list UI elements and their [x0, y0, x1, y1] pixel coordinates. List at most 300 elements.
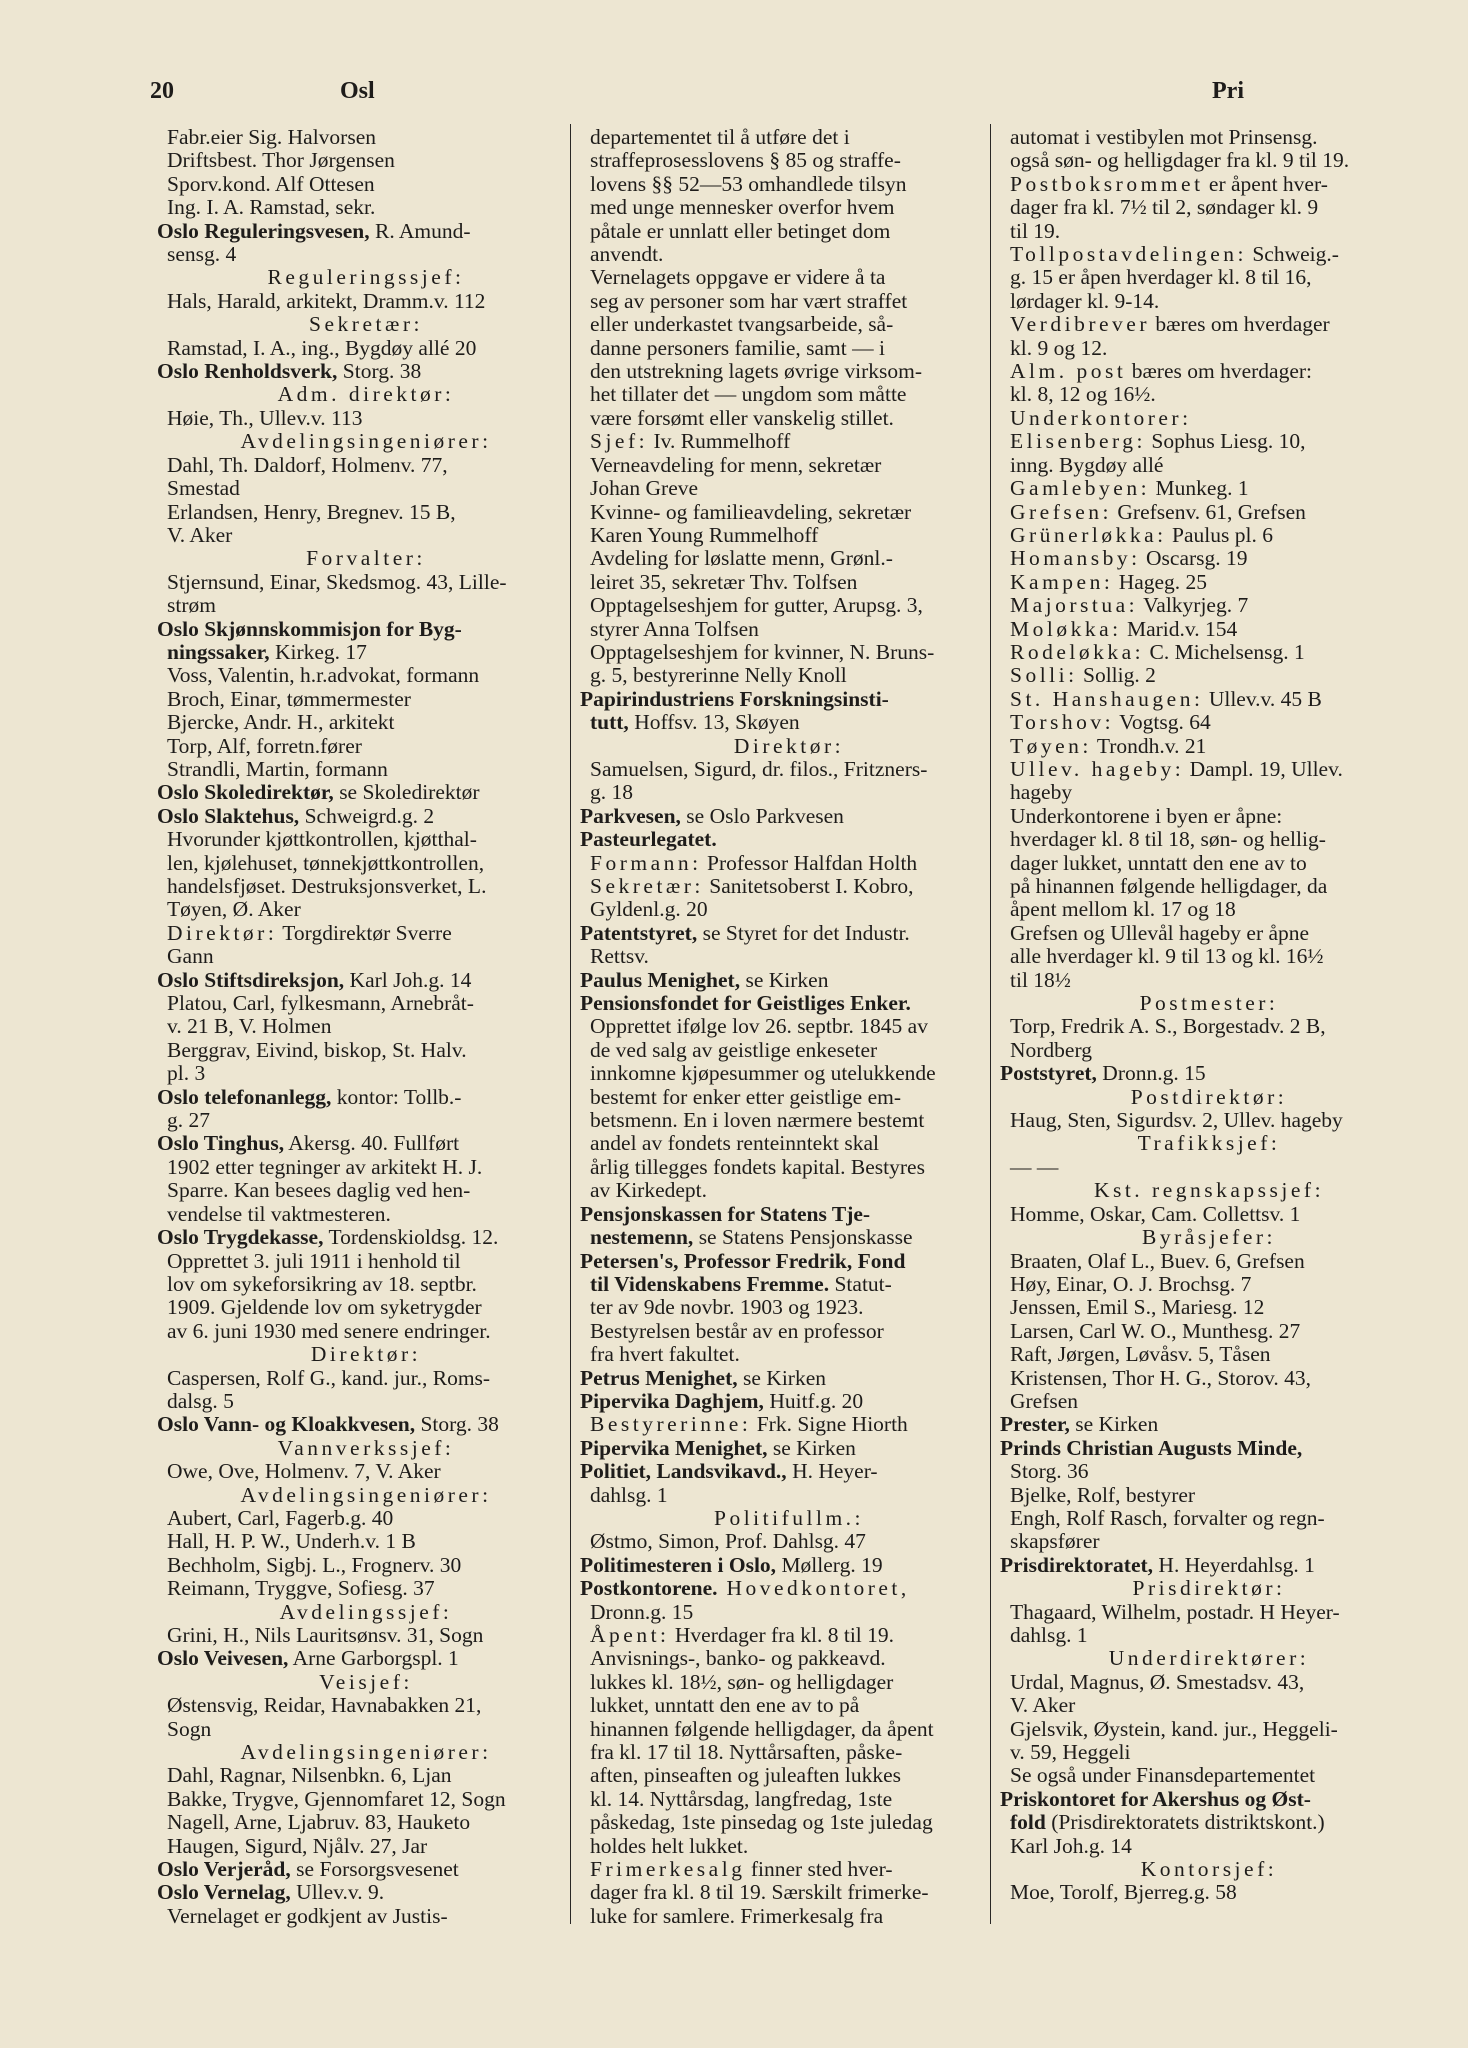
directory-line	[1000, 1718, 1418, 1741]
directory-line	[580, 430, 998, 453]
entry-heading: Poststyret,	[1000, 1062, 1097, 1086]
directory-line	[157, 1460, 575, 1483]
line-text: Avdelingsingeniører:	[240, 1741, 492, 1765]
line-text: fra kl. 17 til 18. Nyttårsaften, påske-	[590, 1741, 903, 1765]
line-text: Schweig.-	[1246, 243, 1339, 267]
entry-heading: Prisdirektoratet,	[1000, 1553, 1154, 1577]
line-text: Opptagelseshjem for gutter, Arupsg. 3,	[590, 594, 923, 618]
line-text: Avdelingsingeniører:	[240, 1483, 492, 1507]
directory-line	[580, 1484, 998, 1507]
line-text: hageby	[1010, 781, 1073, 805]
line-text: andel av fondets renteinntekt skal	[590, 1132, 879, 1156]
directory-line	[157, 1250, 575, 1273]
line-text: lørdager kl. 9-14.	[1010, 289, 1160, 313]
directory-line	[580, 1132, 998, 1155]
line-text: Trafikksjef:	[1137, 1132, 1281, 1156]
directory-line	[580, 969, 998, 992]
line-text: Dahl, Ragnar, Nilsenbkn. 6, Ljan	[167, 1764, 452, 1788]
line-text: Veisjef:	[319, 1670, 413, 1694]
line-text: Avdelingsingeniører:	[240, 430, 492, 454]
directory-line	[1000, 898, 1418, 921]
line-text: Opptagelseshjem for kvinner, N. Bruns-	[590, 640, 935, 664]
line-text: Moe, Torolf, Bjerreg.g. 58	[1010, 1881, 1237, 1905]
directory-line	[580, 407, 998, 430]
entry-heading: nestemenn,	[590, 1226, 694, 1250]
directory-line	[1000, 992, 1418, 1015]
line-text: Huitf.g. 20	[763, 1389, 864, 1413]
directory-line	[580, 547, 998, 570]
line-text: Smestad	[167, 477, 240, 501]
line-text: Grini, H., Nils Lauritsønsv. 31, Sogn	[167, 1624, 484, 1647]
directory-line	[580, 1015, 998, 1038]
line-text: Avdelingssjef:	[279, 1600, 453, 1624]
directory-line	[580, 313, 998, 336]
directory-line	[580, 1718, 998, 1741]
directory-line	[157, 1086, 575, 1109]
line-text: Høy, Einar, O. J. Brochsg. 7	[1010, 1272, 1252, 1296]
directory-line	[580, 641, 998, 664]
line-text: v. 21 B, V. Holmen	[167, 1015, 332, 1039]
directory-line	[1000, 407, 1418, 430]
directory-line	[580, 337, 998, 360]
entry-heading: Oslo Veivesen,	[157, 1647, 289, 1671]
line-text: Møllerg. 19	[776, 1553, 883, 1577]
entry-heading: Postkontorene.	[580, 1577, 718, 1601]
line-text: danne personers familie, samt — i	[590, 336, 885, 360]
line-text: Hoffsv. 13, Skøyen	[628, 711, 800, 735]
directory-line	[1000, 173, 1418, 196]
directory-line	[1000, 1858, 1418, 1881]
directory-line	[157, 1109, 575, 1132]
directory-line	[580, 922, 998, 945]
directory-line	[580, 945, 998, 968]
directory-line	[157, 618, 575, 641]
directory-line	[157, 1015, 575, 1038]
line-text: Vannverkssjef:	[277, 1436, 455, 1460]
line-text: Thagaard, Wilhelm, postadr. H Heyer-	[1010, 1600, 1340, 1624]
line-text: Aubert, Carl, Fagerb.g. 40	[167, 1506, 394, 1530]
directory-line	[157, 1905, 575, 1928]
line-text: Fabr.eier Sig. Halvorsen	[167, 126, 376, 149]
directory-line	[580, 828, 998, 851]
directory-line	[1000, 1811, 1418, 1834]
directory-line	[1000, 383, 1418, 406]
directory-line	[580, 1273, 998, 1296]
line-text: Bechholm, Sigbj. L., Frognerv. 30	[167, 1553, 462, 1577]
directory-line	[580, 1109, 998, 1132]
entry-heading: Parkvesen,	[580, 804, 681, 828]
column-3	[1000, 126, 1418, 1905]
directory-line	[1000, 547, 1418, 570]
line-text: automat i vestibylen mot Prinsensg.	[1010, 126, 1318, 149]
directory-line	[157, 688, 575, 711]
line-text: H. Heyerdahlsg. 1	[1153, 1553, 1315, 1577]
line-text: Dronn.g. 15	[590, 1600, 694, 1624]
directory-line	[157, 1273, 575, 1296]
directory-line	[1000, 1764, 1418, 1787]
directory-line	[580, 1203, 998, 1226]
directory-line	[157, 501, 575, 524]
directory-line	[1000, 1296, 1418, 1319]
line-text: Storg. 38	[415, 1413, 499, 1437]
spaced-label: Hovedkontoret,	[717, 1577, 910, 1601]
line-text: dager fra kl. 7½ til 2, søndager kl. 9	[1010, 196, 1319, 220]
directory-line	[1000, 1554, 1418, 1577]
line-text: straffeprosesslovens § 85 og straffe-	[590, 149, 901, 173]
line-text: Professor Halfdan Holth	[701, 851, 918, 875]
directory-line	[580, 594, 998, 617]
directory-line	[157, 1601, 575, 1624]
directory-line	[157, 594, 575, 617]
directory-line	[580, 1647, 998, 1670]
spaced-label: Grünerløkka:	[1010, 523, 1167, 547]
entry-heading: Oslo Verjeråd,	[157, 1858, 291, 1882]
line-text: Hvorunder kjøttkontrollen, kjøtthal-	[167, 828, 477, 852]
directory-line	[157, 1156, 575, 1179]
running-head-left: Osl	[340, 78, 375, 104]
directory-line	[157, 711, 575, 734]
line-text: Dampl. 19, Ullev.	[1184, 757, 1343, 781]
directory-line	[580, 805, 998, 828]
directory-line	[157, 1554, 575, 1577]
line-text: Forvalter:	[306, 547, 426, 571]
line-text: Schweigrd.g. 2	[299, 804, 435, 828]
line-text: dager lukket, unntatt den ene av to	[1010, 851, 1307, 875]
directory-line	[580, 1577, 998, 1600]
line-text: departementet til å utføre det i	[590, 126, 850, 149]
directory-line	[1000, 1086, 1418, 1109]
directory-line	[1000, 220, 1418, 243]
entry-heading: Oslo Stiftsdireksjon,	[157, 968, 345, 992]
line-text: kl. 8, 12 og 16½.	[1010, 383, 1156, 407]
line-text: R. Amund-	[369, 219, 471, 243]
line-text: bæres om hverdager	[1149, 313, 1330, 337]
line-text: hinannen følgende helligdager, da åpent	[590, 1717, 934, 1741]
line-text: Johan Greve	[590, 477, 699, 501]
line-text: Rettsv.	[590, 945, 649, 969]
entry-heading: Oslo Tinghus,	[157, 1132, 285, 1156]
directory-line	[157, 1203, 575, 1226]
spaced-label: Gamlebyen:	[1010, 477, 1151, 501]
line-text: leiret 35, sekretær Thv. Tolfsen	[590, 570, 858, 594]
line-text: Hall, H. P. W., Underh.v. 1 B	[167, 1530, 416, 1554]
line-text: V. Aker	[167, 523, 233, 547]
line-text: Bakke, Trygve, Gjennomfaret 12, Sogn	[167, 1787, 506, 1811]
line-text: alle hverdager kl. 9 til 13 og kl. 16½	[1010, 945, 1324, 969]
line-text: Ing. I. A. Ramstad, sekr.	[167, 196, 376, 220]
line-text: Statut-	[829, 1272, 892, 1296]
spaced-label: Sekretær:	[590, 875, 704, 898]
directory-line	[580, 1788, 998, 1811]
column-1	[157, 126, 575, 1928]
directory-line	[1000, 149, 1418, 172]
directory-line	[580, 1881, 998, 1904]
line-text: bestemt for enker etter geistlige em-	[590, 1085, 902, 1109]
line-text: Adm. direktør:	[277, 383, 455, 407]
entry-heading: Pipervika Daghjem,	[580, 1389, 764, 1413]
entry-heading: Oslo Trygdekasse,	[157, 1226, 324, 1250]
directory-line	[1000, 290, 1418, 313]
directory-line	[580, 711, 998, 734]
directory-line	[580, 571, 998, 594]
entry-heading: Politiet, Landsvikavd.,	[580, 1460, 787, 1484]
line-text: se Statens Pensjonskasse	[693, 1226, 913, 1250]
directory-line	[157, 828, 575, 851]
spaced-label: Frimerkesalg	[590, 1858, 746, 1882]
line-text: av Kirkedept.	[590, 1179, 708, 1203]
entry-heading: Pensionsfondet for Geistliges Enker.	[580, 992, 911, 1016]
directory-line	[1000, 922, 1418, 945]
directory-line	[580, 149, 998, 172]
line-text: 1909. Gjeldende lov om syketrygder	[167, 1296, 482, 1320]
entry-heading: Oslo Reguleringsvesen,	[157, 219, 370, 243]
line-text: Postdirektør:	[1130, 1085, 1288, 1109]
directory-line	[1000, 1460, 1418, 1483]
line-text: Larsen, Carl W. O., Munthesg. 27	[1010, 1319, 1301, 1343]
line-text: kl. 9 og 12.	[1010, 336, 1108, 360]
directory-line	[157, 383, 575, 406]
line-text: Vogtsg. 64	[1114, 711, 1211, 735]
directory-line	[580, 1530, 998, 1553]
line-text: se Styret for det Industr.	[697, 921, 910, 945]
entry-heading: Petrus Menighet,	[580, 1366, 738, 1390]
spaced-label: Alm. post	[1010, 360, 1127, 384]
directory-line	[1000, 1132, 1418, 1155]
directory-line	[157, 454, 575, 477]
running-head-right: Pri	[1212, 78, 1244, 104]
entry-heading: Oslo Skoledirektør,	[157, 781, 334, 805]
line-text: lovens §§ 52—53 omhandlede tilsyn	[590, 172, 907, 196]
directory-line	[580, 898, 998, 921]
directory-line	[157, 337, 575, 360]
directory-line	[157, 735, 575, 758]
directory-line	[580, 1741, 998, 1764]
line-text: være forsømt eller vanskelig stillet.	[590, 406, 894, 430]
line-text: Sogn	[167, 1717, 212, 1741]
directory-line	[580, 1086, 998, 1109]
directory-line	[580, 290, 998, 313]
line-text: kontor: Tollb.-	[331, 1085, 462, 1109]
directory-line	[1000, 711, 1418, 734]
directory-line	[1000, 1156, 1418, 1179]
line-text: se Kirken	[767, 1436, 856, 1460]
spaced-label: Elisenberg:	[1010, 430, 1147, 454]
directory-line	[580, 1413, 998, 1436]
line-text: Underdirektører:	[1108, 1647, 1310, 1671]
line-text: Oscarsg. 19	[1140, 547, 1248, 571]
line-text: Samuelsen, Sigurd, dr. filos., Fritzners-	[590, 757, 928, 781]
directory-line	[157, 313, 575, 336]
line-text: Raft, Jørgen, Løvåsv. 5, Tåsen	[1010, 1343, 1271, 1367]
line-text: luke for samlere. Frimerkesalg fra	[590, 1904, 884, 1928]
directory-line	[1000, 243, 1418, 266]
directory-line	[580, 618, 998, 641]
line-text: Erlandsen, Henry, Bregnev. 15 B,	[167, 500, 456, 524]
line-text: Kristensen, Thor H. G., Storov. 43,	[1010, 1366, 1311, 1390]
line-text: Politifullm.:	[713, 1506, 865, 1530]
line-text: Avdeling for løslatte menn, Grønl.-	[590, 547, 893, 571]
line-text: Torgdirektør Sverre	[277, 921, 452, 945]
line-text: på hinannen følgende helligdager, da	[1010, 875, 1328, 898]
line-text: dahlsg. 1	[1010, 1624, 1088, 1647]
line-text: inng. Bygdøy allé	[1010, 453, 1164, 477]
line-text: bæres om hverdager:	[1126, 360, 1313, 384]
line-text: Dahl, Th. Daldorf, Holmenv. 77,	[167, 453, 448, 477]
line-text: Platou, Carl, fylkesmann, Arnebråt-	[167, 992, 474, 1016]
spaced-label: Majorstua:	[1010, 594, 1139, 618]
line-text: Vernelaget er godkjent av Justis-	[167, 1904, 448, 1928]
line-text: Bestyrelsen består av en professor	[590, 1319, 884, 1343]
line-text: Jenssen, Emil S., Mariesg. 12	[1010, 1296, 1265, 1320]
spaced-label: Rodeløkka:	[1010, 640, 1145, 664]
directory-line	[580, 1320, 998, 1343]
line-text: Grefsen	[1010, 1389, 1079, 1413]
spaced-label: Kampen:	[1010, 570, 1114, 594]
directory-line	[580, 992, 998, 1015]
line-text: Sporv.kond. Alf Ottesen	[167, 172, 375, 196]
line-text: Karl Joh.g. 14	[344, 968, 472, 992]
line-text: Kvinne- og familieavdeling, sekretær	[590, 500, 912, 524]
directory-line	[1000, 688, 1418, 711]
directory-line	[580, 852, 998, 875]
line-text: til 18½	[1010, 968, 1071, 992]
directory-line	[1000, 477, 1418, 500]
line-text: Kontorsjef:	[1140, 1858, 1278, 1882]
directory-line	[1000, 1881, 1418, 1904]
line-text: C. Michelsensg. 1	[1144, 640, 1305, 664]
line-text: Høie, Th., Ullev.v. 113	[167, 406, 363, 430]
line-text: g. 18	[590, 781, 633, 805]
line-text: aften, pinseaften og juleaften lukkes	[590, 1764, 902, 1788]
line-text: — —	[1010, 1155, 1059, 1179]
directory-line	[580, 1694, 998, 1717]
line-text: seg av personer som har vært straffet	[590, 289, 908, 313]
directory-line	[580, 1437, 998, 1460]
spaced-label: Underkontorer:	[1010, 406, 1192, 430]
directory-line	[157, 969, 575, 992]
line-text: Se også under Finansdepartementet	[1010, 1764, 1316, 1788]
line-text: til 19.	[1010, 219, 1061, 243]
directory-line	[157, 922, 575, 945]
line-text: Braaten, Olaf L., Buev. 6, Grefsen	[1010, 1249, 1305, 1273]
spaced-label: Sjef:	[590, 430, 649, 454]
line-text: hverdager kl. 8 til 18, søn- og hellig-	[1010, 828, 1326, 852]
line-text: styrer Anna Tolfsen	[590, 617, 759, 641]
directory-line	[157, 1413, 575, 1436]
directory-line	[1000, 781, 1418, 804]
directory-line	[157, 126, 575, 149]
line-text: Reimann, Tryggve, Sofiesg. 37	[167, 1577, 435, 1601]
entry-heading: Politimesteren i Oslo,	[580, 1553, 777, 1577]
line-text: skapsfører	[1010, 1530, 1100, 1554]
directory-line	[1000, 1226, 1418, 1249]
directory-line	[580, 524, 998, 547]
directory-line	[157, 758, 575, 781]
directory-line	[1000, 852, 1418, 875]
directory-line	[1000, 266, 1418, 289]
directory-line	[1000, 571, 1418, 594]
directory-line	[157, 1788, 575, 1811]
directory-line	[580, 173, 998, 196]
directory-line	[157, 1764, 575, 1787]
directory-line	[580, 360, 998, 383]
line-text: finner sted hver-	[745, 1858, 893, 1882]
directory-line	[1000, 1273, 1418, 1296]
line-text: Broch, Einar, tømmermester	[167, 687, 411, 711]
entry-heading: Oslo Skjønnskommisjon for Byg-	[157, 617, 462, 641]
directory-line	[157, 945, 575, 968]
spaced-label: Torshov:	[1010, 711, 1115, 735]
line-text: Iv. Rummelhoff	[648, 430, 791, 454]
line-text: Østmo, Simon, Prof. Dahlsg. 47	[590, 1530, 866, 1554]
line-text: Valkyrjeg. 7	[1138, 594, 1249, 618]
directory-line	[580, 758, 998, 781]
line-text: Grefsen og Ullevål hageby er åpne	[1010, 921, 1310, 945]
directory-line	[580, 220, 998, 243]
spaced-label: Moløkka:	[1010, 617, 1122, 641]
directory-line	[1000, 875, 1418, 898]
line-text: g. 5, bestyrerinne Nelly Knoll	[590, 664, 847, 688]
line-text: påtale er unnlatt eller betinget dom	[590, 219, 891, 243]
directory-line	[1000, 126, 1418, 149]
line-text: Nordberg	[1010, 1038, 1093, 1062]
line-text: handelsfjøset. Destruksjonsverket, L.	[167, 875, 487, 898]
directory-line	[157, 898, 575, 921]
entry-heading: Pensjonskassen for Statens Tje-	[580, 1202, 871, 1226]
directory-line	[580, 688, 998, 711]
spaced-label: Åpent:	[590, 1624, 670, 1647]
line-text: Ullev.v. 45 B	[1203, 687, 1322, 711]
directory-line	[1000, 1601, 1418, 1624]
line-text: Torp, Fredrik A. S., Borgestadv. 2 B,	[1010, 1015, 1326, 1039]
directory-line	[1000, 1788, 1418, 1811]
line-text: Hverdager fra kl. 8 til 19.	[669, 1624, 895, 1647]
line-text: av 6. juni 1930 med senere endringer.	[167, 1319, 491, 1343]
directory-line	[580, 1811, 998, 1834]
directory-line	[580, 1226, 998, 1249]
directory-line	[157, 430, 575, 453]
directory-line	[1000, 1015, 1418, 1038]
line-text: Tordenskioldsg. 12.	[323, 1226, 499, 1250]
directory-line	[580, 1764, 998, 1787]
directory-line	[157, 1671, 575, 1694]
line-text: Storg. 36	[1010, 1460, 1089, 1484]
line-text: Engh, Rolf Rasch, forvalter og regn-	[1010, 1506, 1325, 1530]
directory-line	[580, 1624, 998, 1647]
directory-line	[157, 1741, 575, 1764]
line-text: 1902 etter tegninger av arkitekt H. J.	[167, 1155, 483, 1179]
directory-line	[1000, 1203, 1418, 1226]
line-text: dalsg. 5	[167, 1389, 234, 1413]
directory-line	[157, 1624, 575, 1647]
directory-line	[157, 1039, 575, 1062]
directory-line	[580, 383, 998, 406]
line-text: Torp, Alf, forretn.fører	[167, 734, 362, 758]
directory-line	[157, 1811, 575, 1834]
directory-line	[1000, 524, 1418, 547]
line-text: vendelse til vaktmesteren.	[167, 1202, 391, 1226]
line-text: Opprettet 3. juli 1911 i henhold til	[167, 1249, 461, 1273]
directory-line	[1000, 313, 1418, 336]
line-text: Munkeg. 1	[1150, 477, 1249, 501]
line-text: het tillater det — ungdom som måtte	[590, 383, 907, 407]
directory-line	[580, 1156, 998, 1179]
directory-line	[157, 781, 575, 804]
line-text: g. 15 er åpen hverdager kl. 8 til 16,	[1010, 266, 1312, 290]
line-text: Gann	[167, 945, 214, 969]
line-text: lukkes kl. 18½, søn- og helligdager	[590, 1670, 894, 1694]
directory-line	[1000, 1694, 1418, 1717]
